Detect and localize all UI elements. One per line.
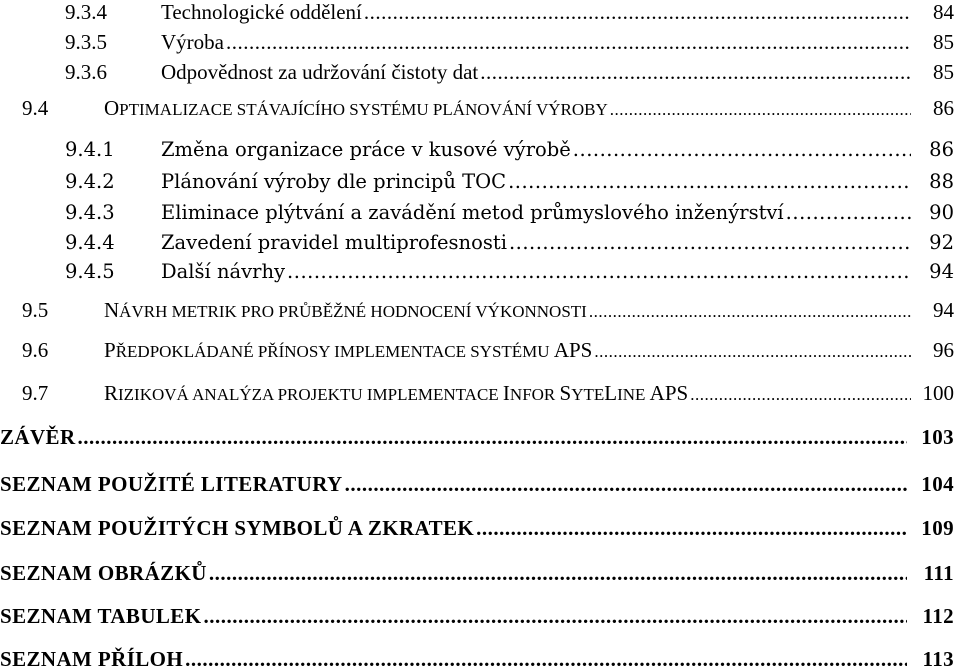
toc-entry-page: 94 — [929, 260, 954, 283]
toc-entry-number: 9.5 — [22, 298, 49, 322]
toc-chapter-entry[interactable] — [0, 516, 954, 541]
toc-entry-title: ZÁVĚR — [0, 425, 76, 449]
toc-entry-number: 9.4.4 — [65, 231, 115, 254]
toc-entry-page: 86 — [933, 96, 954, 120]
toc-entry[interactable] — [0, 231, 954, 254]
toc-entry-page: 109 — [921, 516, 954, 540]
toc-entry-title: SEZNAM TABULEK — [0, 604, 202, 628]
toc-entry[interactable] — [0, 338, 954, 363]
toc-entry-number: 9.4.1 — [65, 138, 115, 161]
dot-leader — [209, 561, 907, 586]
toc-entry[interactable] — [0, 30, 954, 55]
toc-chapter-entry[interactable] — [0, 472, 954, 497]
toc-entry-title: Technologické oddělení — [161, 0, 362, 24]
toc-entry-title: Plánování výroby dle principů TOC — [161, 170, 507, 193]
toc-entry-page: 94 — [933, 298, 954, 322]
toc-entry-title: OPTIMALIZACE STÁVAJÍCÍHO SYSTÉMU PLÁNOVÁNÍ VÝROBY — [104, 96, 608, 120]
dot-leader — [480, 60, 911, 85]
toc-entry-number: 9.4 — [22, 96, 49, 120]
toc-entry-page: 88 — [929, 170, 954, 193]
dot-leader — [509, 231, 911, 254]
toc-entry-title: SEZNAM OBRÁZKŮ — [0, 561, 207, 585]
dot-leader — [185, 647, 907, 672]
dot-leader — [78, 425, 907, 450]
toc-entry[interactable] — [0, 201, 954, 224]
toc-chapter-entry[interactable] — [0, 604, 954, 629]
toc-entry-page: 85 — [933, 60, 954, 84]
toc-entry-number: 9.4.3 — [65, 201, 115, 224]
dot-leader — [345, 472, 907, 497]
dot-leader — [573, 138, 911, 161]
toc-entry[interactable] — [0, 298, 954, 323]
toc-entry-page: 100 — [922, 381, 954, 405]
dot-leader — [203, 604, 907, 629]
toc-entry-number: 9.3.6 — [65, 60, 107, 84]
toc-entry-page: 104 — [921, 472, 954, 496]
toc-chapter-entry[interactable] — [0, 425, 954, 450]
dot-leader — [786, 201, 911, 224]
dot-leader — [690, 385, 911, 405]
toc-entry-number: 9.4.2 — [65, 170, 115, 193]
toc-entry-page: 86 — [929, 138, 954, 161]
toc-entry-page: 85 — [933, 30, 954, 54]
toc-entry-page: 90 — [929, 201, 954, 224]
dot-leader — [508, 170, 911, 193]
dot-leader — [589, 302, 911, 322]
toc-entry[interactable] — [0, 170, 954, 193]
toc-entry[interactable] — [0, 96, 954, 121]
toc-entry-page: 113 — [922, 647, 954, 671]
toc-entry-page: 96 — [933, 338, 954, 362]
toc-entry-title: PŘEDPOKLÁDANÉ PŘÍNOSY IMPLEMENTACE SYSTÉMU APS — [104, 338, 593, 362]
dot-leader — [610, 100, 911, 120]
toc-entry-title: RIZIKOVÁ ANALÝZA PROJEKTU IMPLEMENTACE INFOR SYTELINE APS — [104, 381, 689, 405]
toc-chapter-entry[interactable] — [0, 647, 954, 672]
toc-entry[interactable] — [0, 0, 954, 25]
toc-entry-title: SEZNAM POUŽITÝCH SYMBOLŮ A ZKRATEK — [0, 516, 475, 540]
toc-entry-page: 92 — [929, 231, 954, 254]
toc-entry-number: 9.4.5 — [65, 260, 115, 283]
toc-entry-page: 103 — [921, 425, 954, 449]
toc-entry-number: 9.7 — [22, 381, 49, 405]
toc-entry-title: SEZNAM POUŽITÉ LITERATURY — [0, 472, 343, 496]
dot-leader — [476, 516, 907, 541]
toc-entry-title: Zavedení pravidel multiprofesnosti — [161, 231, 507, 254]
toc-entry-title: SEZNAM PŘÍLOH — [0, 647, 184, 671]
toc-entry[interactable] — [0, 260, 954, 283]
toc-entry-page: 84 — [933, 0, 954, 24]
toc-entry-number: 9.3.5 — [65, 30, 107, 54]
toc-entry[interactable] — [0, 381, 954, 406]
toc-entry-title: Odpovědnost za udržování čistoty dat — [161, 60, 479, 84]
toc-entry-title: Eliminace plýtvání a zavádění metod průmyslového inženýrství — [161, 201, 784, 224]
toc-entry-title: Výroba — [161, 30, 224, 54]
dot-leader — [594, 342, 911, 362]
toc-entry-title: NÁVRH METRIK PRO PRŮBĚŽNÉ HODNOCENÍ VÝKONNOSTI — [104, 298, 587, 322]
toc-entry[interactable] — [0, 60, 954, 85]
dot-leader — [364, 0, 911, 25]
toc-entry[interactable] — [0, 138, 954, 161]
toc-chapter-entry[interactable] — [0, 561, 954, 586]
toc-entry-number: 9.3.4 — [65, 0, 107, 24]
toc-entry-page: 111 — [923, 561, 954, 585]
dot-leader — [226, 30, 911, 55]
toc-entry-title: Další návrhy — [161, 260, 286, 283]
toc-entry-number: 9.6 — [22, 338, 49, 362]
dot-leader — [287, 260, 911, 283]
toc-entry-title: Změna organizace práce v kusové výrobě — [161, 138, 571, 161]
toc-entry-page: 112 — [922, 604, 954, 628]
